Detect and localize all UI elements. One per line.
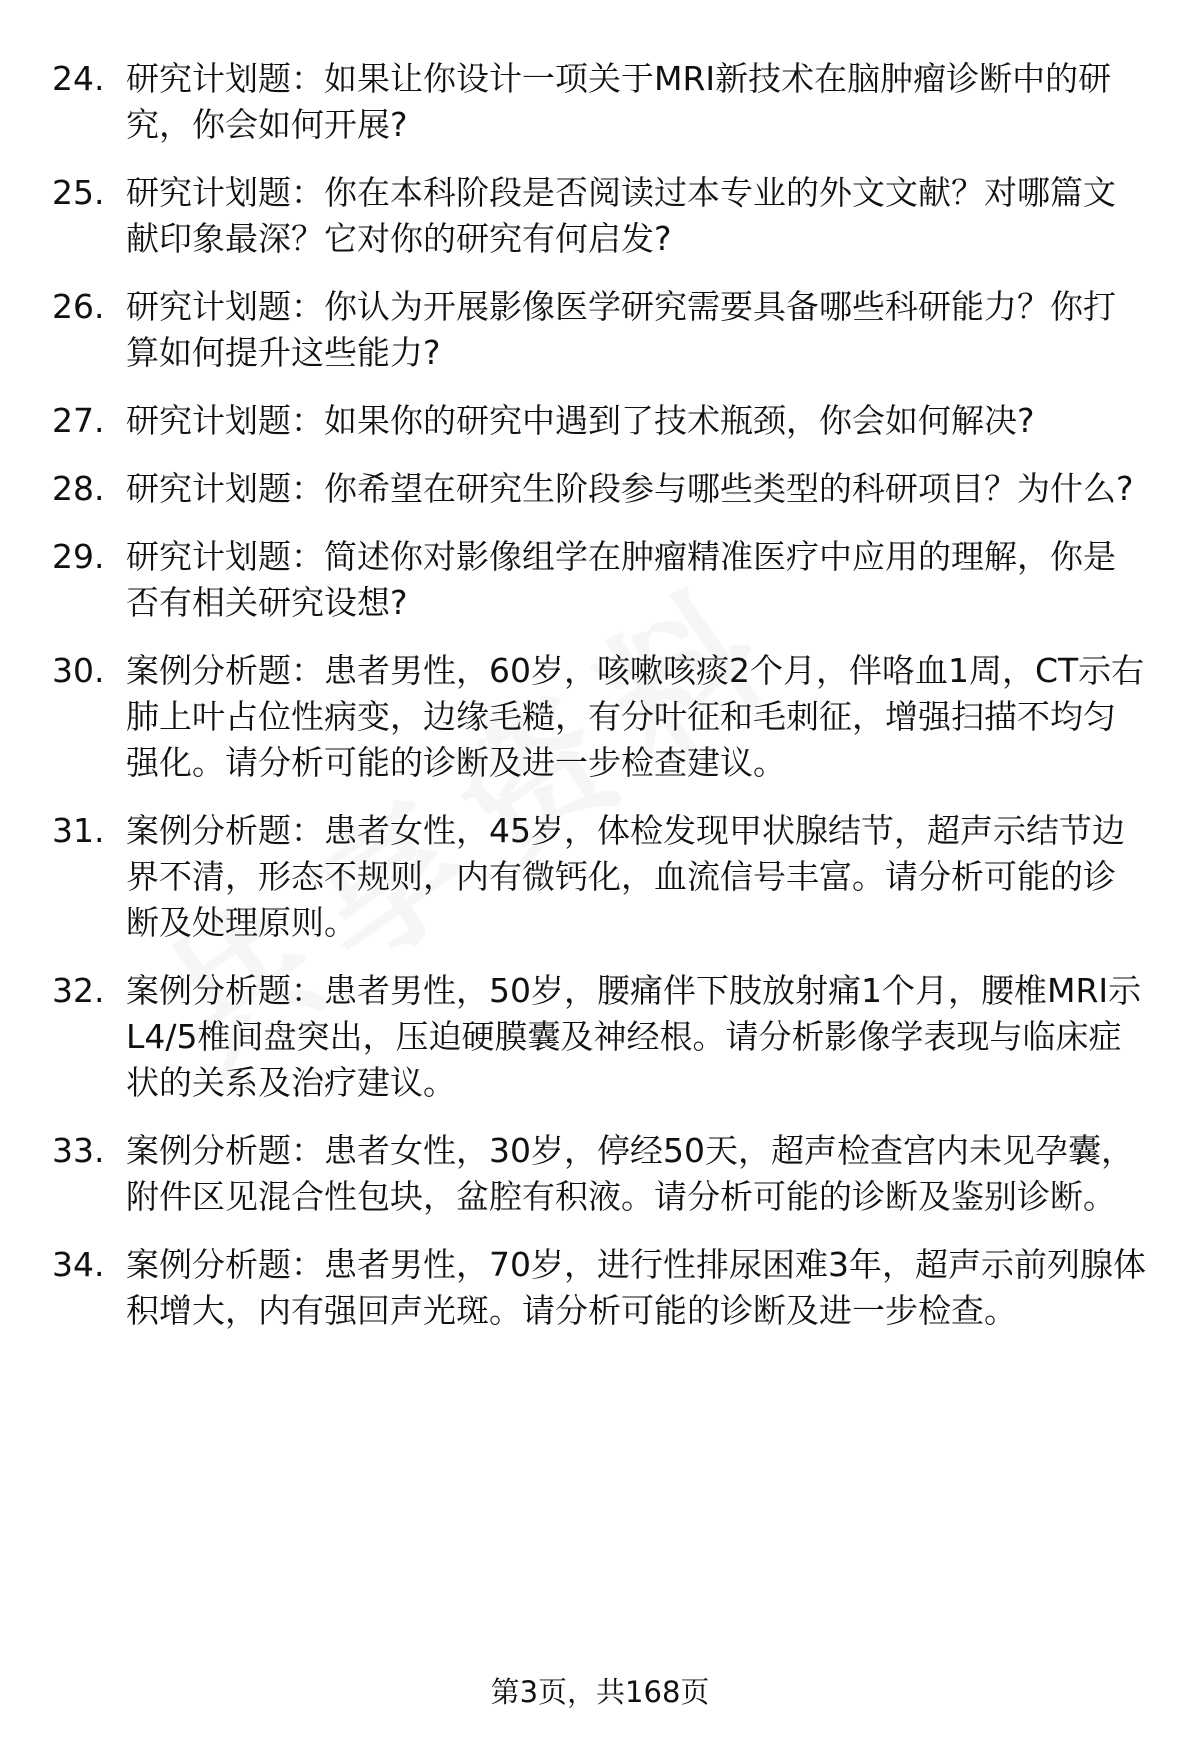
- question-text: 案例分析题：患者女性，45岁，体检发现甲状腺结节，超声示结节边界不清，形态不规则，内有微钙化，血流信号丰富。请分析可能的诊断及处理原则。: [126, 811, 1125, 942]
- question-text: 研究计划题：如果让你设计一项关于MRI新技术在脑肿瘤诊断中的研究，你会如何开展?: [126, 59, 1112, 144]
- question-number: 26.: [52, 287, 105, 326]
- question-item: [0, 1242, 1200, 1334]
- question-item: [0, 534, 1200, 626]
- question-item: [0, 1128, 1200, 1220]
- question-text: 案例分析题：患者男性，60岁，咳嗽咳痰2个月，伴咯血1周，CT示右肺上叶占位性病变，边缘毛糙，有分叶征和毛刺征，增强扫描不均匀强化。请分析可能的诊断及进一步检查建议。: [126, 651, 1145, 782]
- question-item: [0, 170, 1200, 262]
- question-number: 34.: [52, 1245, 105, 1284]
- page-footer: 第3页，共168页: [490, 1675, 710, 1709]
- question-item: [0, 808, 1200, 946]
- question-item: [0, 968, 1200, 1106]
- question-number: 28.: [52, 469, 105, 508]
- question-item: [0, 284, 1200, 376]
- question-text: 案例分析题：患者男性，50岁，腰痛伴下肢放射痛1个月，腰椎MRI示L4/5椎间盘突出，压迫硬膜囊及神经根。请分析影像学表现与临床症状的关系及治疗建议。: [126, 971, 1142, 1102]
- question-text: 案例分析题：患者女性，30岁，停经50天，超声检查宫内未见孕囊，附件区见混合性包块，盆腔有积液。请分析可能的诊断及鉴别诊断。: [126, 1131, 1134, 1216]
- question-item: [0, 56, 1200, 148]
- question-number: 24.: [52, 59, 105, 98]
- question-item: [0, 648, 1200, 786]
- question-text: 研究计划题：简述你对影像组学在肿瘤精准医疗中应用的理解，你是否有相关研究设想?: [126, 537, 1116, 622]
- question-text: 研究计划题：你在本科阶段是否阅读过本专业的外文文献？对哪篇文献印象最深？它对你的研究有何启发?: [126, 173, 1116, 258]
- question-number: 25.: [52, 173, 105, 212]
- question-number: 33.: [52, 1131, 105, 1170]
- question-text: 研究计划题：你认为开展影像医学研究需要具备哪些科研能力？你打算如何提升这些能力?: [126, 287, 1116, 372]
- question-item: [0, 466, 1200, 512]
- question-number: 29.: [52, 537, 105, 576]
- question-number: 32.: [52, 971, 105, 1010]
- question-item: [0, 398, 1200, 444]
- question-number: 30.: [52, 651, 105, 690]
- question-list: [0, 56, 1200, 1356]
- question-text: 研究计划题：如果你的研究中遇到了技术瓶颈，你会如何解决?: [126, 401, 1035, 440]
- question-text: 研究计划题：你希望在研究生阶段参与哪些类型的科研项目？为什么?: [126, 469, 1134, 508]
- question-text: 案例分析题：患者男性，70岁，进行性排尿困难3年，超声示前列腺体积增大，内有强回声光斑。请分析可能的诊断及进一步检查。: [126, 1245, 1146, 1330]
- question-number: 31.: [52, 811, 105, 850]
- question-number: 27.: [52, 401, 105, 440]
